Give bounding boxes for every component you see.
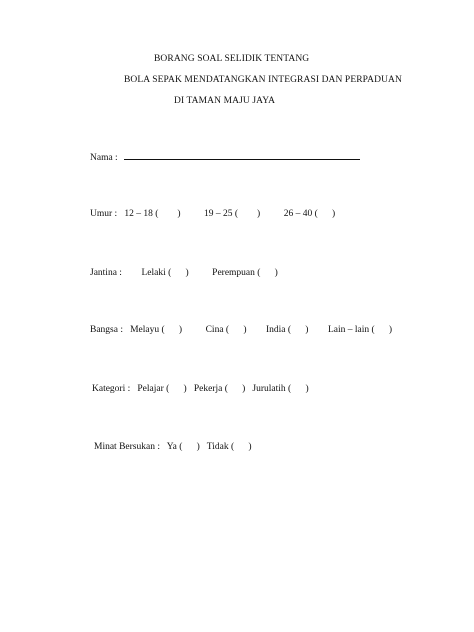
bangsa-option-lain-lain[interactable]: Lain – lain ( ) [325, 325, 395, 335]
umur-label: Umur : [90, 209, 120, 219]
kategori-label: Kategori : [92, 384, 133, 394]
kategori-option-jurulatih[interactable]: Jurulatih ( ) [250, 384, 311, 394]
bangsa-option-india[interactable]: India ( ) [263, 325, 311, 335]
umur-option-26-40[interactable]: 26 – 40 ( ) [281, 209, 338, 219]
nama-row [90, 151, 360, 163]
nama-blank-line[interactable] [124, 151, 360, 160]
form-title-line-1: BORANG SOAL SELIDIK TENTANG [154, 54, 310, 64]
form-title-line-2: BOLA SEPAK MENDATANGKAN INTEGRASI DAN PERPADUAN [124, 75, 402, 85]
bangsa-label: Bangsa : [90, 325, 126, 335]
bangsa-option-cina[interactable]: Cina ( ) [203, 325, 249, 335]
jantina-label: Jantina : [90, 268, 125, 278]
minat-option-tidak[interactable]: Tidak ( ) [204, 442, 254, 452]
jantina-option-perempuan[interactable]: Perempuan ( ) [209, 268, 281, 278]
umur-row [90, 209, 338, 219]
bangsa-row [90, 325, 394, 335]
jantina-row [90, 268, 280, 278]
kategori-row [92, 384, 311, 394]
minat-bersukan-row [94, 442, 254, 452]
kategori-option-pelajar[interactable]: Pelajar ( ) [135, 384, 190, 394]
bangsa-option-melayu[interactable]: Melayu ( ) [127, 325, 185, 335]
umur-option-12-18[interactable]: 12 – 18 ( ) [121, 209, 183, 219]
jantina-option-lelaki[interactable]: Lelaki ( ) [139, 268, 192, 278]
minat-bersukan-label: Minat Bersukan : [94, 442, 163, 452]
kategori-option-pekerja[interactable]: Pekerja ( ) [191, 384, 248, 394]
form-title-line-3: DI TAMAN MAJU JAYA [174, 96, 276, 106]
umur-option-19-25[interactable]: 19 – 25 ( ) [201, 209, 263, 219]
minat-option-ya[interactable]: Ya ( ) [164, 442, 203, 452]
nama-label: Nama : [90, 153, 121, 163]
